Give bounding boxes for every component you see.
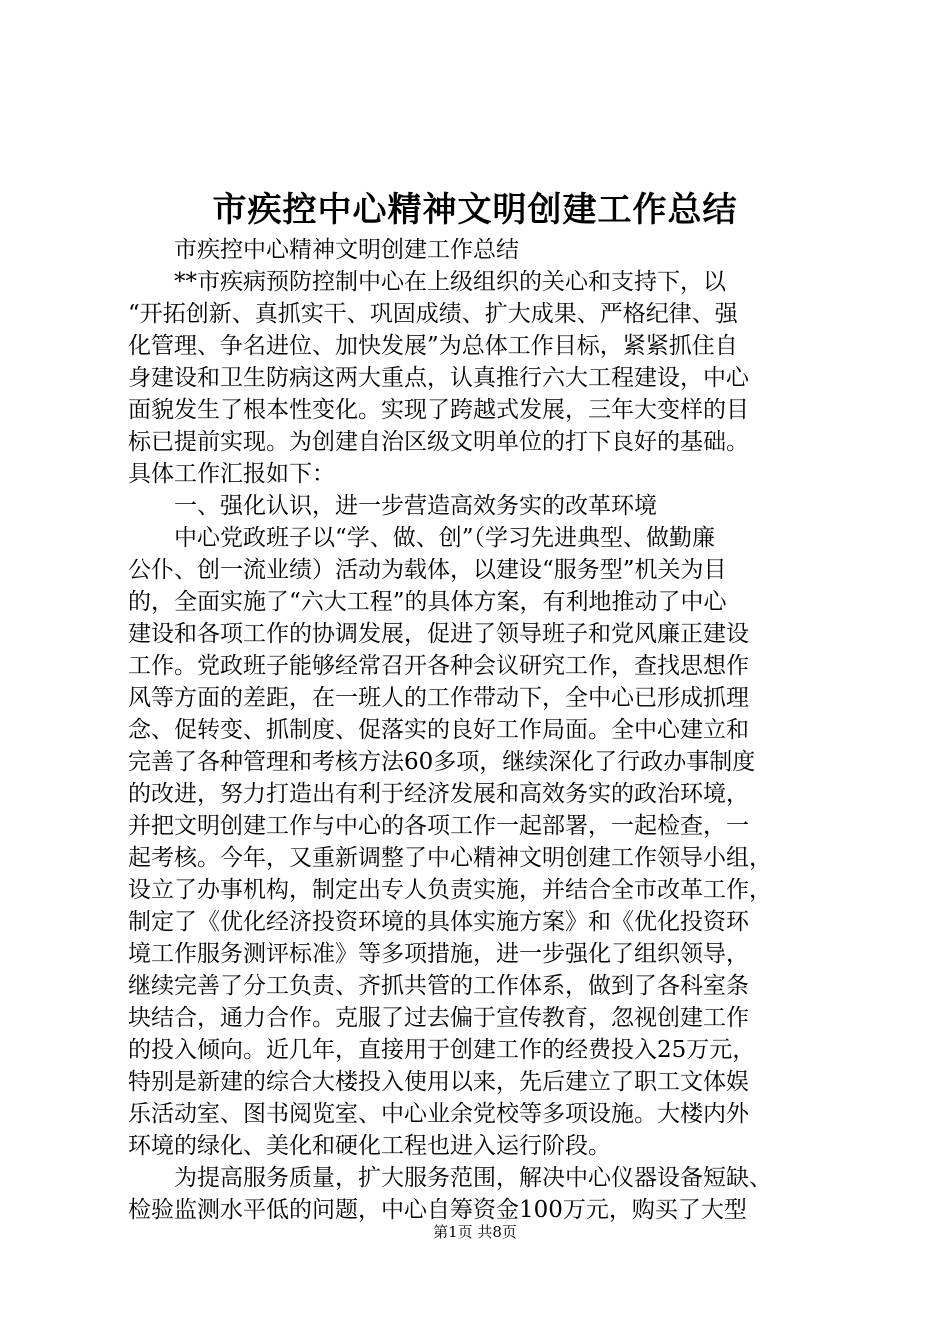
body-line: 特别是新建的综合大楼投入使用以来，先后建立了职工文体娱 (128, 1069, 749, 1095)
body-line: 起考核。今年，又重新调整了中心精神文明创建工作领导小组， (128, 845, 772, 871)
body-line: 标已提前实现。为创建自治区级文明单位的打下良好的基础。 (128, 429, 749, 455)
section-heading: 一、强化认识，进一步营造高效务实的改革环境 (128, 493, 657, 519)
body-line: 建设和各项工作的协调发展，促进了领导班子和党风廉正建设 (128, 621, 749, 647)
body-line: 公仆、创一流业绩）活动为载体，以建设“服务型”机关为目 (128, 557, 727, 583)
body-line: 中心党政班子以“学、做、创”（学习先进典型、做勤廉 (128, 525, 716, 551)
body-line: 块结合，通力合作。克服了过去偏于宣传教育，忽视创建工作 (128, 1005, 749, 1031)
body-line: **市疾病预防控制中心在上级组织的关心和支持下，以 (128, 269, 726, 295)
body-line: 念、促转变、抓制度、促落实的良好工作局面。全中心建立和 (128, 717, 749, 743)
body-line: “开拓创新、真抓实干、巩固成绩、扩大成果、严格纪律、强 (128, 301, 738, 327)
body-line: 的改进，努力打造出有利于经济发展和高效务实的政治环境， (128, 781, 749, 807)
document-title: 市疾控中心精神文明创建工作总结 (212, 190, 738, 230)
body-line: 境工作服务测评标准》等多项措施，进一步强化了组织领导， (128, 941, 749, 967)
page-number-footer: 第1页 共8页 (433, 1223, 517, 1241)
body-line: 设立了办事机构，制定出专人负责实施，并结合全市改革工作， (128, 877, 772, 903)
body-line: 继续完善了分工负责、齐抓共管的工作体系，做到了各科室条 (128, 973, 749, 999)
body-line: 身建设和卫生防病这两大重点，认真推行六大工程建设，中心 (128, 365, 749, 391)
body-line: 检验监测水平低的问题，中心自筹资金100万元，购买了大型 (128, 1197, 747, 1223)
document-body (128, 234, 848, 1226)
body-line: 风等方面的差距，在一班人的工作带动下，全中心已形成抓理 (128, 685, 749, 711)
body-line: 为提高服务质量，扩大服务范围，解决中心仪器设备短缺、 (128, 1165, 772, 1191)
body-line: 面貌发生了根本性变化。实现了跨越式发展，三年大变样的目 (128, 397, 749, 423)
body-line: 工作。党政班子能够经常召开各种会议研究工作，查找思想作 (128, 653, 749, 679)
body-line: 完善了各种管理和考核方法60多项，继续深化了行政办事制度 (128, 749, 756, 775)
body-line: 的投入倾向。近几年，直接用于创建工作的经费投入25万元， (128, 1037, 756, 1063)
body-line: 具体工作汇报如下： (128, 461, 335, 487)
body-line: 制定了《优化经济投资环境的具体实施方案》和《优化投资环 (128, 909, 749, 935)
body-line: 市疾控中心精神文明创建工作总结 (128, 237, 519, 263)
body-line: 的，全面实施了“六大工程”的具体方案，有利地推动了中心 (128, 589, 727, 615)
body-line: 环境的绿化、美化和硬化工程也进入运行阶段。 (128, 1133, 611, 1159)
body-line: 化管理、争名进位、加快发展”为总体工作目标，紧紧抓住自 (128, 333, 738, 359)
body-line: 并把文明创建工作与中心的各项工作一起部署，一起检查，一 (128, 813, 749, 839)
body-line: 乐活动室、图书阅览室、中心业余党校等多项设施。大楼内外 (128, 1101, 749, 1127)
